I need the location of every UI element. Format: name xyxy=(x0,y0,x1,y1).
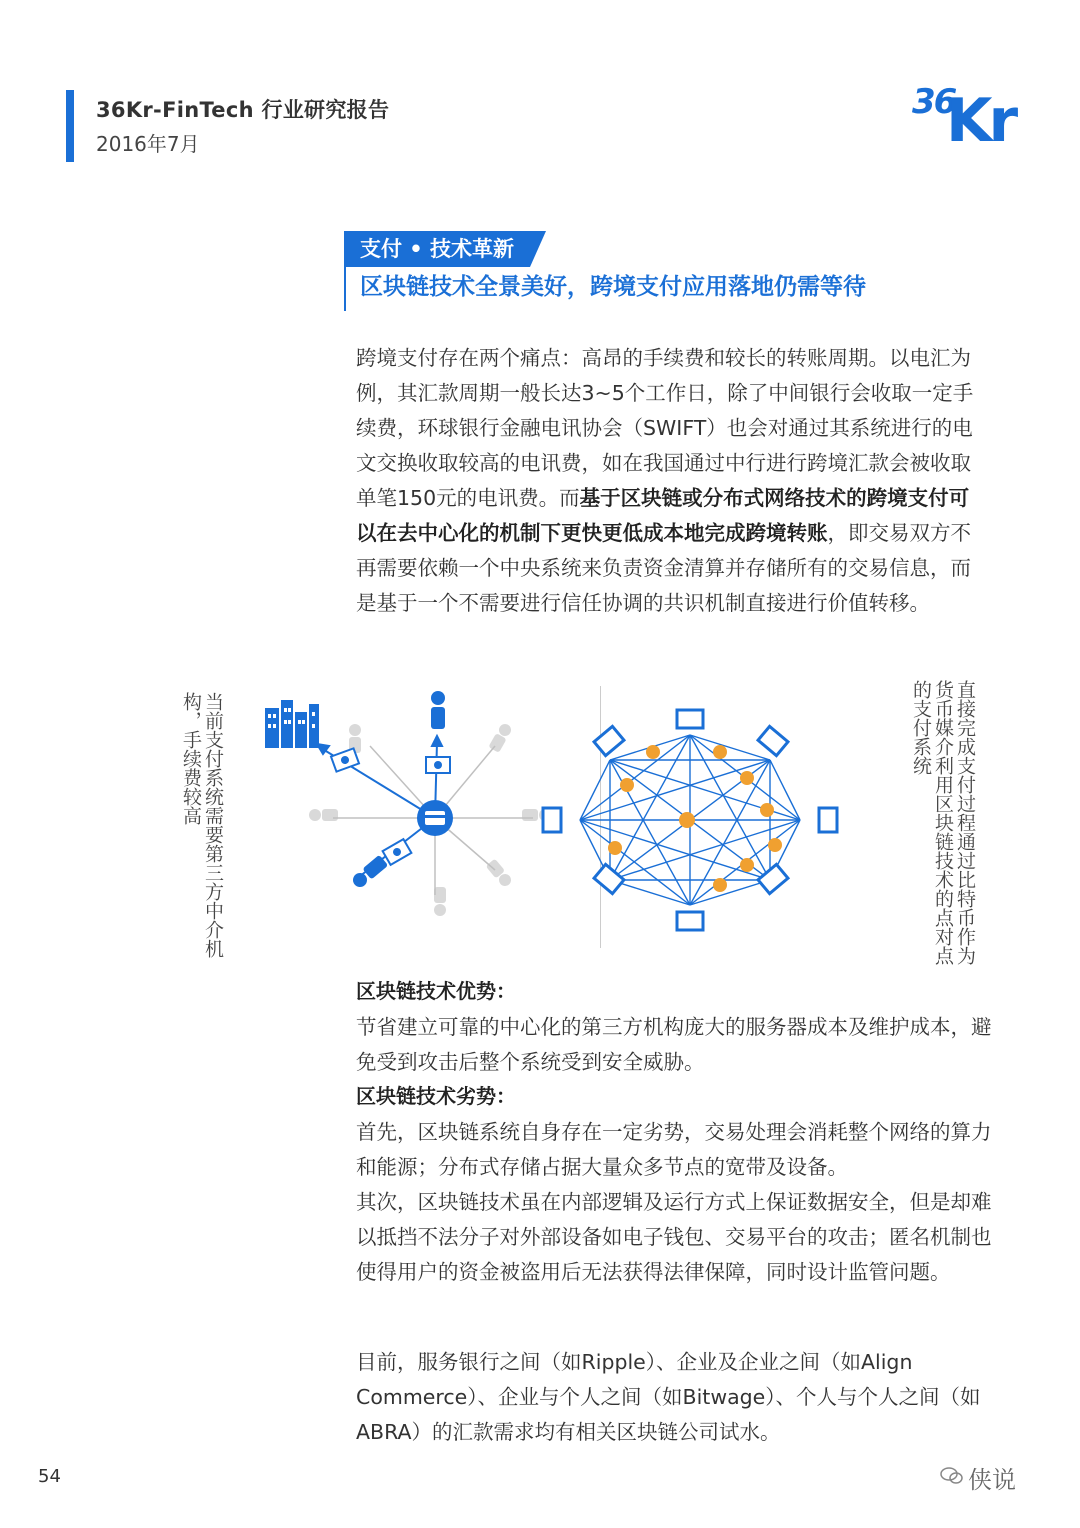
figure-right-caption: 直接完成支付过程通过比特币作为货币媒介利用区块链技术的点对点的支付系统 xyxy=(910,680,976,965)
page-number: 54 xyxy=(38,1466,61,1487)
figure-left-caption: 当前支付系统需要第三方中介机构，手续费较高 xyxy=(180,692,224,958)
intro-paragraph xyxy=(356,341,984,621)
report-title: 36Kr-FinTech 行业研究报告 xyxy=(96,98,390,122)
intro-tail-text: ，即交易双方不再需要依赖一个中央系统来负责资金清算并存储所有的交易信息，而是基于一个不需要进行信任协调的共识机制直接进行价值转移。 xyxy=(356,521,971,615)
intro-bold-text: 基于区块链或分布式网络技术的跨境支付可以在去中心化的机制下更快更低成本地完成跨境转账 xyxy=(356,486,970,545)
subtitle-accent-line xyxy=(344,267,346,311)
advantages-heading: 区块链技术优势： xyxy=(356,979,516,1003)
intro-text: 跨境支付存在两个痛点：高昂的手续费和较长的转账周期。以电汇为例，其汇款周期一般长达3~5个工作日，除了中间银行会收取一定手续费，环球银行金融电讯协会（SWIFT）也会对通过其系统进行的电文交换收取较高的电讯费，如在我国通过中行进行跨境汇款会被收取单笔150元的电讯费。而 xyxy=(356,346,974,510)
recipient-person-icon xyxy=(431,691,445,729)
36kr-logo xyxy=(906,82,1026,156)
centralized-diagram xyxy=(265,691,551,916)
logo-letters: Kr xyxy=(946,86,1015,156)
payment-comparison-figure xyxy=(255,680,875,960)
disadvantages-body-second: 其次，区块链技术虽在内部逻辑及运行方式上保证数据安全，但是却难以抵挡不法分子对外部设备如电子钱包、交易平台的攻击；匿名机制也使得用户的资金被盗用后无法获得法律保障，同时设计监管问题。 xyxy=(356,1190,992,1284)
closing-paragraph: 目前，服务银行之间（如Ripple）、企业及企业之间（如Align Commerce）、企业与个人之间（如Bitwage）、个人与个人之间（如ABRA）的汇款需求均有相关区块链公司试水。 xyxy=(356,1350,981,1444)
p2p-network-diagram xyxy=(543,710,837,930)
section-subtitle: 区块链技术全景美好，跨境支付应用落地仍需等待 xyxy=(360,274,866,300)
logo-number: 36 xyxy=(912,82,956,122)
disadvantages-heading: 区块链技术劣势： xyxy=(356,1084,516,1108)
report-date: 2016年7月 xyxy=(96,132,200,156)
watermark-text: 侠说 xyxy=(968,1466,1016,1494)
section-tag: 支付 • 技术革新 xyxy=(344,231,530,267)
header-accent-bar xyxy=(66,90,74,162)
disadvantages-body-first: 首先，区块链系统自身存在一定劣势，交易处理会消耗整个网络的算力和能源；分布式存储占据大量众多节点的宽带及设备。 xyxy=(356,1120,992,1179)
sender-person-icon xyxy=(350,855,388,890)
wechat-icon xyxy=(940,1466,964,1486)
central-intermediary-icon xyxy=(417,800,453,836)
advantages-body: 节省建立可靠的中心化的第三方机构庞大的服务器成本及维护成本，避免受到攻击后整个系统受到安全威胁。 xyxy=(356,1015,992,1074)
